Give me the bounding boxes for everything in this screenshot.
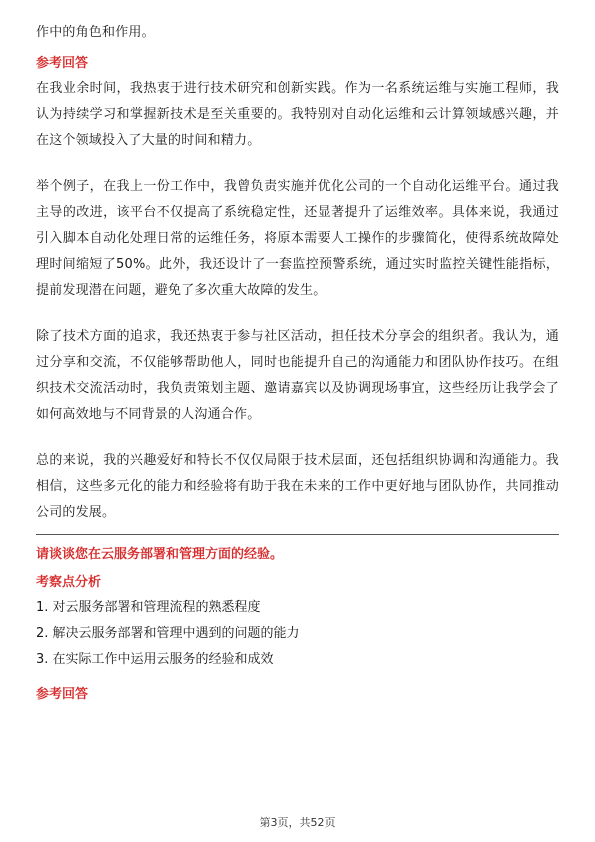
page-number-footer: 第3页，共52页 — [259, 816, 336, 829]
intro-tail-text: 作中的角色和作用。 — [36, 25, 155, 40]
answer-paragraph-1: 在我业余时间，我热衷于进行技术研究和创新实践。作为一名系统运维与实施工程师，我认为持续学习和掌握新技术是至关重要的。我特别对自动化运维和云计算领域感兴趣，并在这个领域投入了大量的时间和精力。 — [36, 81, 559, 148]
paragraph-gap — [36, 154, 559, 174]
answer-paragraph-2: 举个例子，在我上一份工作中，我曾负责实施并优化公司的一个自动化运维平台。通过我主导的改进，该平台不仅提高了系统稳定性，还显著提升了运维效率。具体来说，我通过引入脚本自动化处理日常的运维任务，将原本需要人工操作的步骤简化，使得系统故障处理时间缩短了50%。此外，我还设计了一套监控预警系统，通过实时监控关键性能指标，提前发现潜在问题，避免了多次重大故障的发生。 — [36, 179, 559, 298]
list-item: 3. 在实际工作中运用云服务的经验和成效 — [36, 652, 274, 667]
answer-paragraph-4: 总的来说，我的兴趣爱好和特长不仅仅局限于技术层面，还包括组织协调和沟通能力。我相信，这些多元化的能力和经验将有助于我在未来的工作中更好地与团队协作，共同推动公司的发展。 — [36, 453, 559, 520]
answer-label: 参考回答 — [36, 56, 89, 71]
page-content — [36, 20, 559, 707]
answer-paragraph-3: 除了技术方面的追求，我还热衷于参与社区活动，担任技术分享会的组织者。我认为，通过分享和交流，不仅能够帮助他人，同时也能提升自己的沟通能力和团队协作技巧。在组织技术交流活动时，我负责策划主题、邀请嘉宾以及协调现场事宜，这些经历让我学会了如何高效地与不同背景的人沟通合作。 — [36, 329, 559, 422]
list-item: 1. 对云服务部署和管理流程的熟悉程度 — [36, 600, 261, 615]
section-divider — [36, 534, 559, 535]
interview-question: 请谈谈您在云服务部署和管理方面的经验。 — [36, 547, 284, 562]
paragraph-gap — [36, 428, 559, 448]
list-item: 2. 解决云服务部署和管理中遇到的问题的能力 — [36, 626, 300, 641]
analysis-label: 考察点分析 — [36, 575, 102, 590]
analysis-list — [36, 595, 559, 673]
answer-label: 参考回答 — [36, 687, 89, 702]
paragraph-gap — [36, 304, 559, 324]
